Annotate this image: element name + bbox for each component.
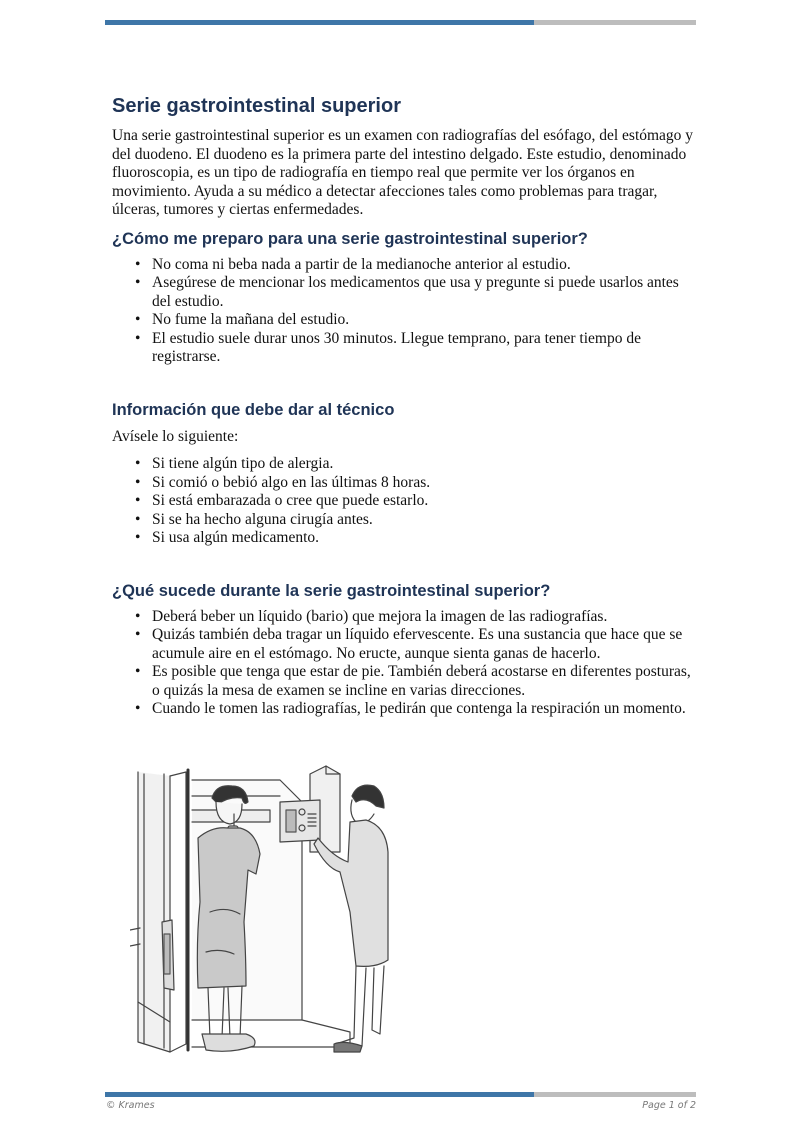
footer-bar-blue [105,1092,534,1097]
copyright: © Krames [106,1100,155,1111]
list-item: • Quizás también deba tragar un líquido efervescente. Es una sustancia que hace que se acumule aire en el estómago. No eructe, aunque sienta ganas de hacerlo. [152,626,697,663]
header-bar [105,20,696,25]
prep-list [112,256,697,367]
list-item: • No fume la mañana del estudio. [152,311,697,330]
header-bar-blue [105,20,534,25]
info-lead: Avísele lo siguiente: [112,427,239,445]
list-item: • El estudio suele durar unos 30 minutos. Llegue temprano, para tener tiempo de registrarse. [152,330,697,367]
info-list [112,455,697,548]
footer-bar-gray [534,1092,696,1097]
document-content [112,94,697,719]
list-item: • Si se ha hecho alguna cirugía antes. [152,511,697,530]
list-item: • Si tiene algún tipo de alergia. [152,455,697,474]
intro-paragraph: Una serie gastrointestinal superior es un examen con radiografías del esófago, del estómago y del duodeno. El duodeno es la primera parte del intestino delgado. Este estudio, denominado fluoroscopia, es un tipo de radiografía en tiempo real que permite ver los órganos en movimiento. Ayuda a su médico a detectar afecciones tales como problemas para tragar, úlceras, tumores y ciertas enfermedades. [112,127,694,218]
list-item: • Es posible que tenga que estar de pie. También deberá acostarse en diferentes posturas, o quizás la mesa de examen se incline en varias direcciones. [152,663,697,700]
section-heading-info: Información que debe dar al técnico [112,400,395,419]
page-number: Page 1 of 2 [642,1100,696,1111]
page-title: Serie gastrointestinal superior [112,95,401,117]
list-item: • Cuando le tomen las radiografías, le pedirán que contenga la respiración un momento. [152,700,697,719]
list-item: • Si comió o bebió algo en las últimas 8 horas. [152,474,697,493]
list-item: • Asegúrese de mencionar los medicamentos que usa y pregunte si puede usarlos antes del estudio. [152,274,697,311]
fluoroscopy-illustration [130,762,400,1060]
list-item: • Si usa algún medicamento. [152,529,697,548]
xray-machine-column [130,770,188,1052]
list-item: • No coma ni beba nada a partir de la medianoche anterior al estudio. [152,256,697,275]
control-panel [280,766,340,852]
section-heading-prep: ¿Cómo me preparo para una serie gastrointestinal superior? [112,229,588,248]
header-bar-gray [534,20,696,25]
during-list [112,608,697,719]
section-heading-during: ¿Qué sucede durante la serie gastrointestinal superior? [112,581,551,600]
list-item: • Si está embarazada o cree que puede estarlo. [152,492,697,511]
footer-bar [105,1092,696,1097]
list-item: • Deberá beber un líquido (bario) que mejora la imagen de las radiografías. [152,608,697,627]
